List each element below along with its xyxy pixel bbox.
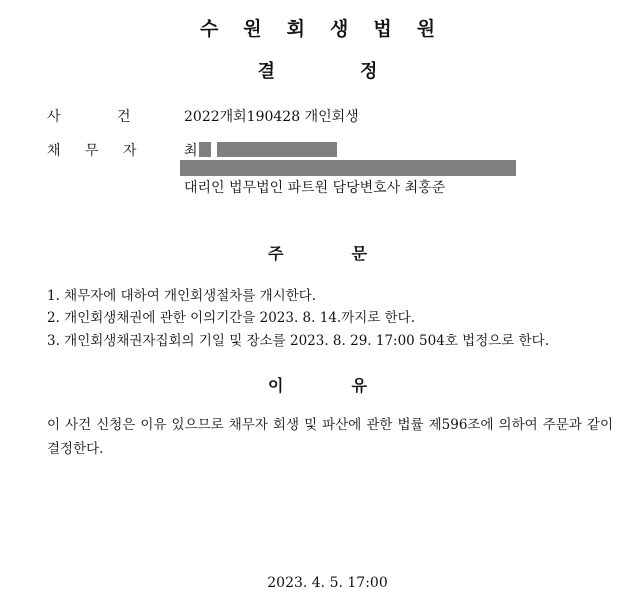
- document-type-title: 결정: [257, 61, 463, 82]
- representative: 대리인 법무법인 파트원 담당변호사 최홍준: [184, 180, 446, 196]
- debtor-name: 최: [184, 143, 198, 159]
- redaction-bar: [180, 160, 516, 176]
- order-heading: 주문: [268, 244, 435, 263]
- decision-date: 2023. 4. 5. 17:00: [267, 575, 388, 591]
- court-name: 수원회생법원: [199, 18, 461, 40]
- order-item: 3. 개인회생채권자집회의 기일 및 장소를 2023. 8. 29. 17:00 504호 법정으로 한다.: [47, 333, 549, 349]
- case-label: 사 건: [47, 109, 131, 125]
- reason-text: 이 사건 신청은 이유 있으므로 채무자 회생 및 파산에 관한 법률 제596조에 의하여 주문과 같이 결정한다.: [47, 417, 613, 457]
- redaction-bar: [199, 142, 211, 157]
- case-number: 2022개회190428 개인회생: [184, 109, 359, 125]
- debtor-label: 채 무 자: [47, 143, 137, 159]
- order-item: 2. 개인회생채권에 관한 이의기간을 2023. 8. 14.까지로 한다.: [47, 310, 415, 326]
- order-item: 1. 채무자에 대하여 개인회생절차를 개시한다.: [47, 288, 317, 304]
- reason-heading: 이유: [268, 376, 435, 395]
- redaction-bar: [217, 142, 337, 157]
